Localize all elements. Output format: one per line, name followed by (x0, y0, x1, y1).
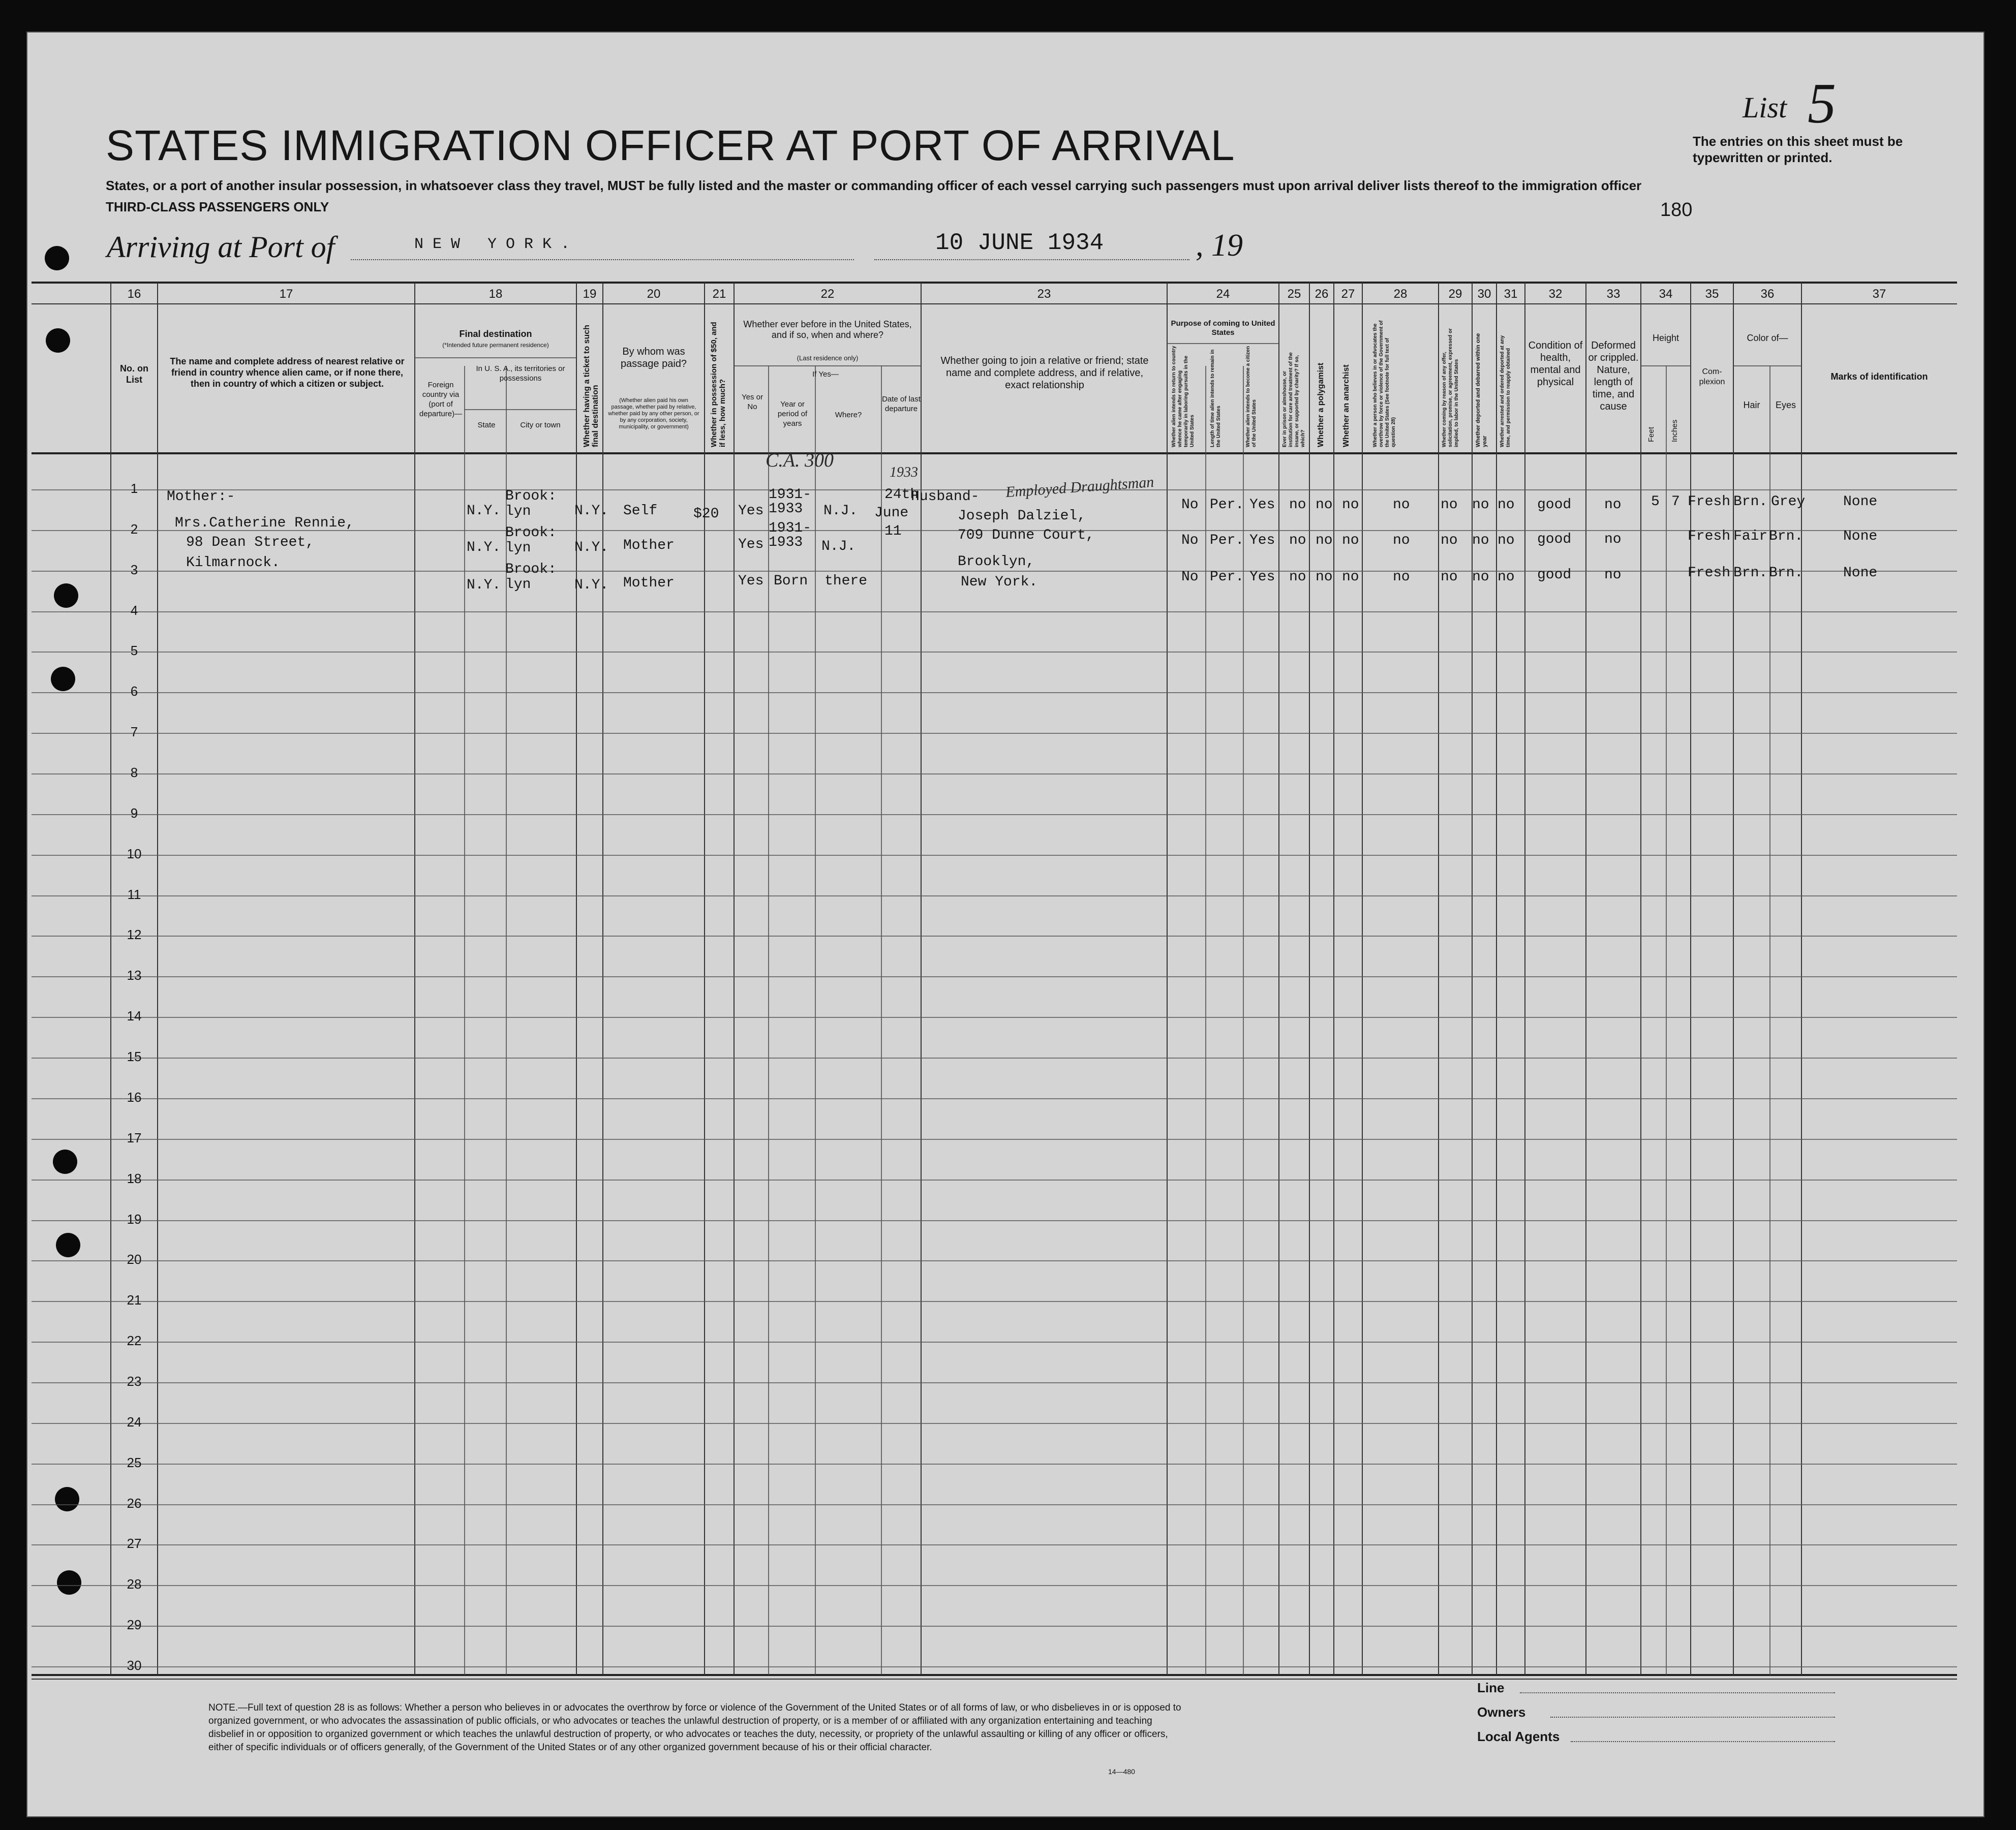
prison-answer: no (1289, 533, 1306, 548)
row-number: 25 (127, 1455, 142, 1470)
header-complexion: Com-plexion (1699, 367, 1725, 386)
row-number: 28 (127, 1576, 142, 1592)
row-number: 30 (127, 1658, 142, 1673)
header-q31: Whether arrested and ordered deported at any time, and permission to reapply obtained (1500, 335, 1511, 447)
q30-answer: no (1472, 533, 1489, 548)
where-in-us: N.J. (821, 539, 856, 554)
q30-answer: no (1472, 569, 1489, 585)
relative-line: 98 Dean Street, (186, 535, 315, 550)
local-agents-field (1571, 1741, 1835, 1742)
column-number: 21 (712, 287, 726, 301)
destination-state: N.Y. (467, 503, 501, 519)
identification-marks: None (1843, 494, 1878, 510)
list-number: 5 (1808, 72, 1836, 135)
relative-line: Mrs.Catherine Rennie, (175, 515, 354, 531)
row-number: 10 (127, 846, 142, 861)
column-number: 24 (1216, 287, 1230, 301)
eye-color: Brn. (1769, 565, 1804, 581)
column-number: 19 (583, 287, 597, 301)
header-ever-in-us: Whether ever before in the United States, and if so, when and where? (743, 319, 912, 340)
row-number: 22 (127, 1333, 142, 1348)
header-inches: Inches (1670, 419, 1679, 442)
header-hair: Hair (1743, 400, 1760, 410)
height-feet: 5 (1651, 494, 1660, 510)
footnote: NOTE.—Full text of question 28 is as follows: Whether a person who believes in or advocates the overthrow by force or violence of the Government of the United States or of all forms of law, or who disbelieves in or is opposed to organized government, or who advocates the assassination of public officials, or who advocates or teaches the unlawful destruction of property, or is a member of or affiliated with any organization entertaining and teaching disbelief in or opposition to organized government or which teaches the unlawful destruction of property, or who advocates or teaches the duty, necessity, or propriety of the unlawful assaulting or killing of any officer or officers, either of specific individuals or of officers generally, of the Government of the United States or of any other organized government because of his or their official character. (208, 1702, 1181, 1753)
form-code: 14—480 (1108, 1767, 1135, 1776)
intends-return: No (1181, 569, 1199, 585)
header-city: City or town (520, 421, 561, 429)
join-relative: Brooklyn, (958, 554, 1035, 570)
destination-city: Brook: lyn (505, 525, 557, 556)
join-relative: Joseph Dalziel, (958, 508, 1086, 524)
column-number: 26 (1315, 287, 1329, 301)
identification-marks: None (1843, 565, 1878, 581)
header-color-of: Color of— (1747, 333, 1788, 343)
polygamist-answer: no (1316, 533, 1333, 548)
header-anarchist: Whether an anarchist (1342, 364, 1351, 447)
deformed-answer: no (1604, 497, 1622, 513)
ticket-destination: N.Y. (574, 577, 609, 593)
row-number: 7 (130, 724, 138, 739)
handwritten-year: 1933 (890, 464, 918, 480)
destination-city: Brook: lyn (505, 488, 557, 519)
hair-color: Brn. (1733, 494, 1768, 510)
ever-in-us: Yes (738, 537, 764, 552)
passage-paid-by: Mother (623, 538, 675, 553)
health-condition: good (1537, 497, 1572, 513)
q31-answer: no (1498, 533, 1515, 548)
deformed-answer: no (1604, 532, 1622, 547)
owners-label: Owners (1477, 1704, 1526, 1720)
passage-paid-by: Mother (623, 575, 675, 591)
column-number: 28 (1393, 287, 1408, 301)
where-in-us: there (824, 573, 868, 589)
column-number: 18 (488, 287, 503, 301)
period-of-years: 1931- 1933 (769, 487, 812, 517)
column-number: 37 (1872, 287, 1886, 301)
period-of-years: Born (774, 573, 808, 589)
typewritten-note: The entries on this sheet must be typewritten or printed. (1693, 134, 1903, 165)
column-number: 31 (1504, 287, 1518, 301)
header-where: Where? (835, 411, 862, 419)
header-height: Height (1652, 333, 1679, 343)
join-relative: Husband- (911, 489, 980, 505)
column-number: 23 (1037, 287, 1051, 301)
where-in-us: N.J. (823, 503, 858, 519)
health-condition: good (1537, 567, 1572, 583)
q28-answer: no (1393, 569, 1410, 585)
row-number: 17 (127, 1130, 142, 1145)
ever-in-us: Yes (738, 503, 764, 519)
departure-date: 11 (884, 523, 902, 539)
row-number: 15 (127, 1049, 142, 1064)
money-amount: $20 (693, 506, 719, 522)
header-polygamist: Whether a polygamist (1317, 362, 1325, 447)
departure-date: June (874, 505, 909, 521)
header-q30: Whether deported and debarred within one year (1475, 333, 1488, 447)
intends-return: No (1181, 533, 1199, 548)
header-deformed: Deformed or crippled. Nature, length of time, and cause (1588, 340, 1639, 412)
header-passage-paid: By whom was passage paid? (620, 346, 687, 369)
local-agents-label: Local Agents (1477, 1729, 1560, 1744)
row-number: 3 (130, 562, 138, 577)
row-number: 27 (127, 1536, 142, 1551)
header-date-departure: Date of last departure (882, 395, 921, 413)
header-q29: Whether coming by reason of any offer, solicitation, promise, or agreement, expressed or implied, to labor in the United States (1442, 328, 1459, 447)
complexion: Fresh (1688, 494, 1731, 510)
header-final-destination: Final destination (459, 329, 532, 339)
header-last-residence: (Last residence only) (797, 354, 859, 362)
length-of-stay: Per. (1210, 497, 1244, 513)
line-label: Line (1477, 1680, 1505, 1695)
anarchist-answer: no (1342, 533, 1359, 548)
arrival-date: 10 JUNE 1934 (935, 230, 1104, 256)
column-number: 17 (279, 287, 293, 301)
length-of-stay: Per. (1210, 569, 1244, 585)
column-number: 27 (1341, 287, 1355, 301)
row-number: 29 (127, 1617, 142, 1632)
header-period: Year or period of years (777, 400, 808, 428)
polygamist-answer: no (1316, 569, 1333, 585)
row-number: 1 (130, 481, 138, 496)
destination-state: N.Y. (467, 540, 501, 555)
relative-line: Mother:- (167, 489, 235, 505)
q28-answer: no (1393, 533, 1410, 548)
ticket-destination: N.Y. (574, 503, 609, 519)
column-number: 29 (1448, 287, 1462, 301)
join-relative: New York. (961, 574, 1038, 590)
header-purpose: Purpose of coming to United States (1171, 319, 1275, 337)
header-state: State (477, 421, 496, 429)
header-length-of-stay: Length of time alien intends to remain in the United States (1210, 349, 1221, 447)
page-title: STATES IMMIGRATION OFFICER AT PORT OF ARRIVAL (106, 121, 1235, 169)
column-number: 34 (1659, 287, 1673, 301)
row-number: 6 (130, 684, 138, 699)
ever-in-us: Yes (738, 573, 764, 589)
q29-answer: no (1441, 533, 1458, 548)
q30-answer: no (1472, 497, 1489, 513)
hair-color: Fair (1733, 529, 1768, 544)
row-number: 26 (127, 1496, 142, 1511)
header-foreign-country: Foreign country via (port of departure)— (419, 381, 463, 418)
sheet-number: 180 (1660, 199, 1693, 221)
hair-color: Brn. (1733, 565, 1768, 581)
q31-answer: no (1498, 497, 1515, 513)
header-no-on-list: No. on List (120, 363, 148, 385)
column-number: 36 (1760, 287, 1775, 301)
q29-answer: no (1441, 569, 1458, 585)
intends-citizen: Yes (1249, 533, 1275, 548)
row-number: 12 (127, 927, 142, 942)
column-number: 35 (1705, 287, 1719, 301)
header-prison: Ever in prison or almshouse, or institution for care and treatment of the insane, or supported by charity? If so, which? (1282, 352, 1306, 447)
line-field (1520, 1692, 1835, 1693)
header-ticket: Whether having a ticket to such final destination (583, 325, 600, 447)
row-number: 19 (127, 1212, 142, 1227)
intends-return: No (1181, 497, 1199, 513)
ticket-destination: N.Y. (574, 540, 609, 555)
row-number: 18 (127, 1171, 142, 1186)
handwritten-ca-number: C.A. 300 (766, 450, 834, 471)
row-number: 16 (127, 1090, 142, 1105)
relative-line: Kilmarnock. (186, 555, 280, 571)
destination-city: Brook: lyn (505, 562, 557, 593)
row-number: 5 (130, 643, 138, 658)
prison-answer: no (1289, 497, 1306, 513)
header-nearest-relative: The name and complete address of nearest relative or friend in country whence alien came, or if none there, then in country of which a citizen or subject. (170, 356, 405, 389)
height-inches: 7 (1671, 494, 1680, 510)
period-of-years: 1931- 1933 (769, 520, 812, 550)
row-number: 23 (127, 1374, 142, 1389)
polygamist-answer: no (1316, 497, 1333, 513)
intends-citizen: Yes (1249, 497, 1275, 513)
q28-answer: no (1393, 497, 1410, 513)
row-number: 2 (130, 521, 138, 537)
header-in-usa: In U. S. A., its territories or possessions (476, 364, 565, 383)
header-eyes: Eyes (1775, 400, 1796, 410)
column-number: 33 (1606, 287, 1621, 301)
row-number: 13 (127, 968, 142, 983)
row-number: 21 (127, 1292, 142, 1308)
header-intends-return: Whether alien intends to return to country whence he came after engaging temporarily in laboring pursuits in the United States (1171, 346, 1195, 447)
intends-citizen: Yes (1249, 569, 1275, 585)
prison-answer: no (1289, 569, 1306, 585)
header-intends-citizen: Whether alien intends to become a citizen of the United States (1245, 346, 1257, 447)
header-feet: Feet (1647, 426, 1656, 442)
column-number: 22 (820, 287, 835, 301)
column-number: 25 (1287, 287, 1301, 301)
list-label: List (1743, 91, 1787, 124)
header-if-yes: If Yes— (812, 370, 839, 379)
eye-color: Brn. (1769, 529, 1804, 544)
column-number: 20 (647, 287, 661, 301)
column-number: 16 (127, 287, 141, 301)
health-condition: good (1537, 532, 1572, 547)
row-number: 24 (127, 1414, 142, 1430)
year-label: , 19 (1196, 228, 1243, 263)
row-number: 14 (127, 1008, 142, 1023)
join-relative: 709 Dunne Court, (958, 528, 1094, 543)
passenger-class: THIRD-CLASS PASSENGERS ONLY (106, 199, 329, 214)
row-number: 20 (127, 1252, 142, 1267)
q29-answer: no (1441, 497, 1458, 513)
subtitle: States, or a port of another insular possession, in whatsoever class they travel, MUST be fully listed and the master or commanding officer of each vessel carrying such passengers must upon arrival deliver lists thereof to the immigration officer (106, 178, 1642, 193)
eye-color: Grey (1771, 494, 1806, 510)
column-number: 32 (1548, 287, 1563, 301)
q31-answer: no (1498, 569, 1515, 585)
destination-state: N.Y. (467, 577, 501, 593)
deformed-answer: no (1604, 567, 1622, 583)
complexion: Fresh (1688, 565, 1731, 581)
row-number: 11 (127, 887, 141, 902)
anarchist-answer: no (1342, 569, 1359, 585)
row-number: 8 (130, 765, 138, 780)
handwritten-employment: Employed Draughtsman (1005, 473, 1155, 501)
row-number: 4 (130, 603, 138, 618)
header-health: Condition of health, mental and physical (1528, 340, 1583, 388)
header-marks: Marks of identification (1830, 371, 1928, 382)
row-number: 9 (130, 805, 138, 821)
identification-marks: None (1843, 529, 1878, 544)
arrival-port: NEW YORK. (414, 236, 579, 253)
header-money: Whether in possession of $50, and if less, how much? (710, 322, 727, 447)
header-yes-no: Yes or No (742, 393, 763, 411)
header-final-destination-note: (*Intended future permanent residence) (442, 342, 549, 349)
header-passage-paid-note: (Whether alien paid his own passage, whether paid by relative, whether paid by any other person, or by any corporation, society, municipality, or government) (608, 397, 699, 430)
column-number: 30 (1477, 287, 1491, 301)
complexion: Fresh (1688, 529, 1731, 544)
owners-field (1550, 1717, 1835, 1718)
anarchist-answer: no (1342, 497, 1359, 513)
arriving-label: Arriving at Port of (107, 230, 335, 264)
header-going-to-join: Whether going to join a relative or friend; state name and complete address, and if relative, exact relationship (940, 355, 1149, 391)
departure-day: 24th (884, 487, 919, 503)
passage-paid-by: Self (623, 503, 658, 519)
length-of-stay: Per. (1210, 533, 1244, 548)
header-q28: Whether a person who believes in or advocates the overthrow by force or violence of the Government of the United States (See footnote for full text of question 28) (1372, 320, 1396, 447)
